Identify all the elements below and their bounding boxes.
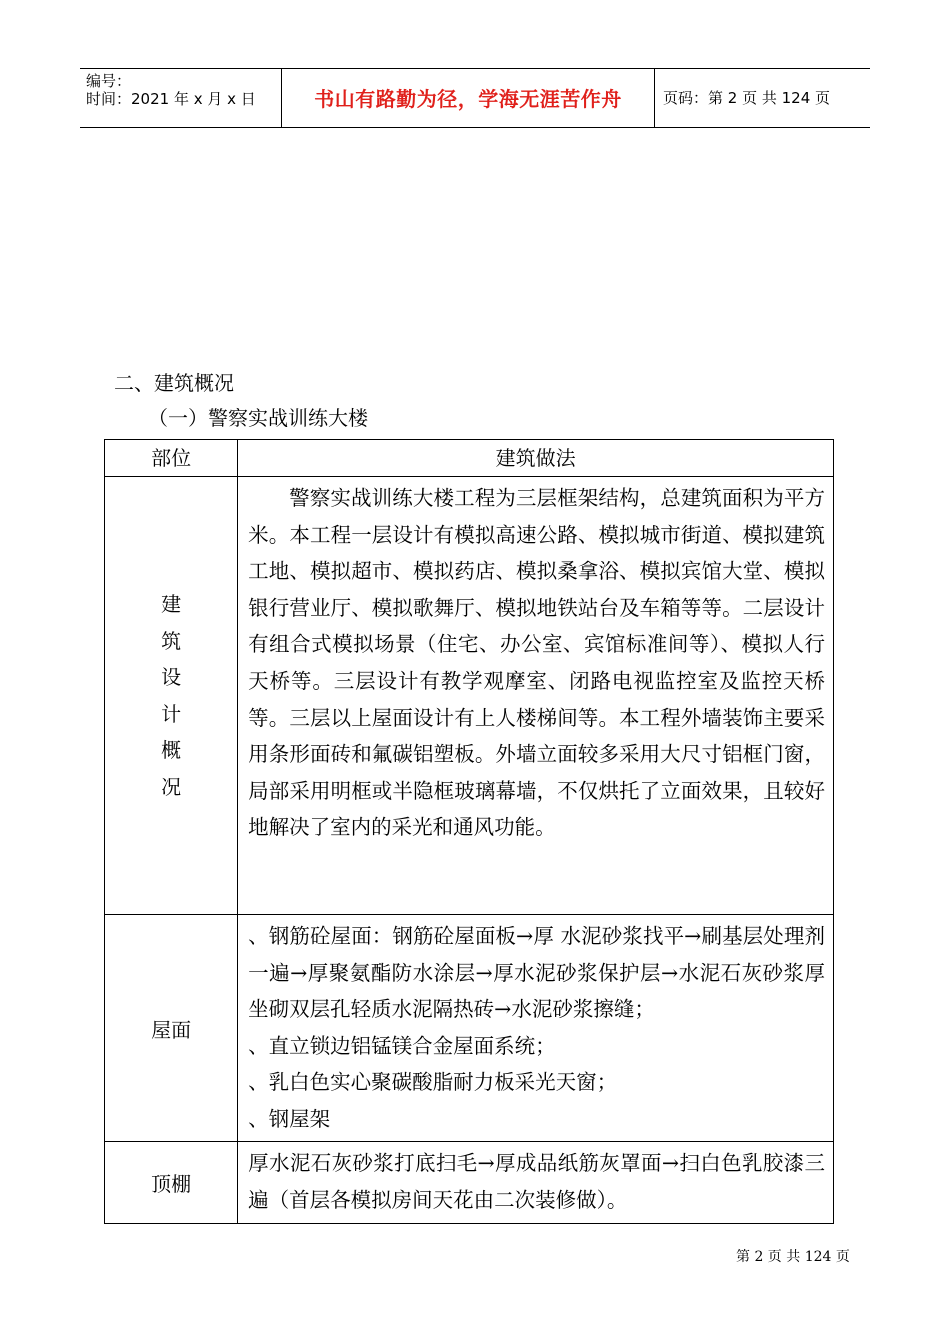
content-paragraph: 、乳白色实心聚碳酸脂耐力板采光天窗； (248, 1070, 618, 1095)
subsection-title: （一）警察实战训练大楼 (148, 406, 368, 430)
row-content (238, 477, 834, 915)
content-paragraph: 、直立锁边铝锰镁合金屋面系统； (248, 1033, 556, 1058)
content-paragraph: 警察实战训练大楼工程为三层框架结构，总建筑面积为平方米。本工程一层设计有模拟高速公路、模拟城市街道、模拟建筑工地、模拟超市、模拟药店、模拟桑拿浴、模拟宾馆大堂、模拟银行营业厅、模拟歌舞厅、模拟地铁站台及车箱等等。二层设计有组合式模拟场景（住宅、办公室、宾馆标准间等）、模拟人行天桥等。三层设计有教学观摩室、闭路电视监控室及监控天桥等。三层以上屋面设计有上人楼梯间等。本工程外墙装饰主要采用条形面砖和氟碳铝塑板。外墙立面较多采用大尺寸铝框门窗，局部采用明框或半隐框玻璃幕墙，不仅烘托了立面效果，且较好地解决了室内的采光和通风功能。 (248, 486, 825, 840)
table-row (105, 915, 834, 1142)
header-cell-part: 部位 (105, 440, 238, 477)
table-row (105, 477, 834, 915)
header-page-info: 页码：第 2 页 共 124 页 (663, 89, 831, 107)
content-paragraph: 、钢屋架 (248, 1106, 331, 1131)
header-cell-method: 建筑做法 (238, 440, 834, 477)
content-paragraph: 、钢筋砼屋面：钢筋砼屋面板→厚 水泥砂浆找平→刷基层处理剂一遍→厚聚氨酯防水涂层→厚水泥砂浆保护层→水泥石灰砂浆厚坐砌双层孔轻质水泥隔热砖→水泥砂浆擦缝； (248, 924, 825, 1022)
row-content (238, 915, 834, 1142)
row-label-text: 建筑设计概况 (161, 592, 182, 799)
header-meta (86, 72, 281, 108)
table-row (105, 1142, 834, 1224)
header-divider-right (654, 68, 655, 128)
content-paragraph: 厚水泥石灰砂浆打底扫毛→厚成品纸筋灰罩面→扫白色乳胶漆三遍（首层各模拟房间天花由二次装修做）。 (248, 1151, 825, 1212)
row-label-ceiling: 顶棚 (105, 1142, 238, 1224)
page-footer: 第 2 页 共 124 页 (736, 1249, 850, 1265)
header-time-label: 时间：2021 年 x 月 x 日 (86, 90, 256, 108)
section-title: 二、建筑概况 (114, 371, 234, 395)
building-overview-table (104, 439, 834, 1224)
table-header-row (105, 440, 834, 477)
header-bottom-rule (80, 127, 870, 128)
row-label-roof: 屋面 (105, 915, 238, 1142)
header-number-label: 编号： (86, 72, 132, 90)
row-label-design-overview (105, 477, 238, 915)
header-motto: 书山有路勤为径，学海无涯苦作舟 (314, 87, 622, 111)
row-content (238, 1142, 834, 1224)
